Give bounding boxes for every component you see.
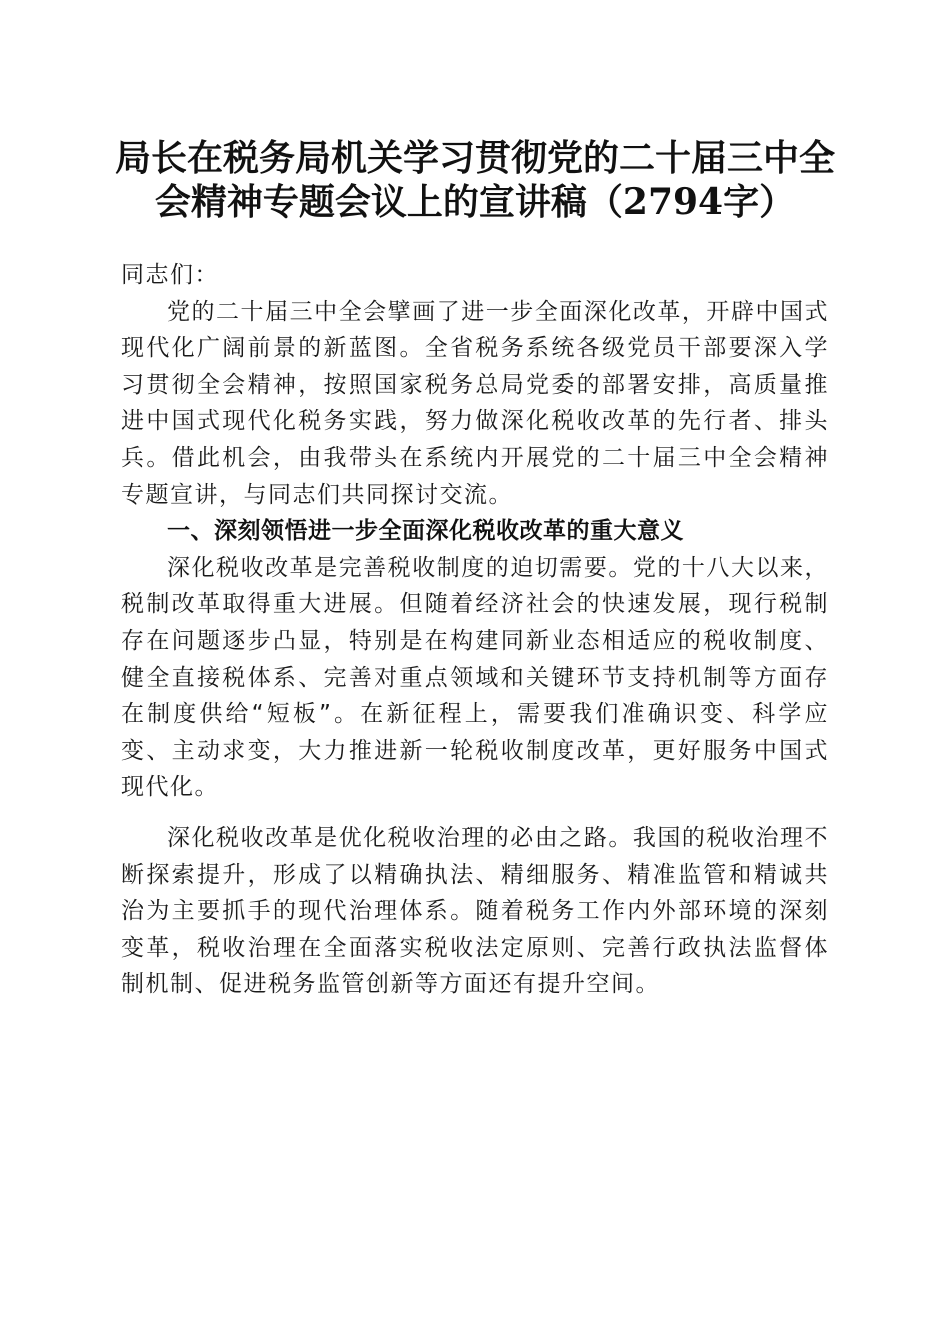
paragraph-1: 深化税收改革是完善税收制度的迫切需要。党的十八大以来，税制改革取得重大进展。但随着经济社会的快速发展，现行税制存在问题逐步凸显，特别是在构建同新业态相适应的税收制度、健全直接税体系、完善对重点领域和关键环节支持机制等方面存在制度供给“短板”。在新征程上，需要我们准确识变、科学应变、主动求变，大力推进新一轮税收制度改革，更好服务中国式现代化。 — [121, 554, 829, 801]
paragraph-2: 深化税收改革是优化税收治理的必由之路。我国的税收治理不断探索提升，形成了以精确执法、精细服务、精准监管和精诚共治为主要抓手的现代治理体系。随着税务工作内外部环境的深刻变革，税收治理在全面落实税收法定原则、完善行政执法监督体制机制、促进税务监管创新等方面还有提升空间。 — [121, 824, 829, 998]
intro-paragraph: 党的二十届三中全会擘画了进一步全面深化改革，开辟中国式现代化广阔前景的新蓝图。全省税务系统各级党员干部要深入学习贯彻全会精神，按照国家税务总局党委的部署安排，高质量推进中国式现代化税务实践，努力做深化税收改革的先行者、排头兵。借此机会，由我带头在系统内开展党的二十届三中全会精神专题宣讲，与同志们共同探讨交流。 — [121, 298, 829, 508]
section-1-heading: 一、深刻领悟进一步全面深化税收改革的重大意义 — [167, 518, 684, 545]
salutation: 同志们： — [121, 262, 219, 288]
document-title — [100, 136, 850, 224]
document-body — [121, 257, 829, 1003]
title-line-2: 会精神专题会议上的宣讲稿（2794字） — [154, 181, 796, 223]
title-line-1: 局长在税务局机关学习贯彻党的二十届三中全 — [114, 137, 835, 179]
